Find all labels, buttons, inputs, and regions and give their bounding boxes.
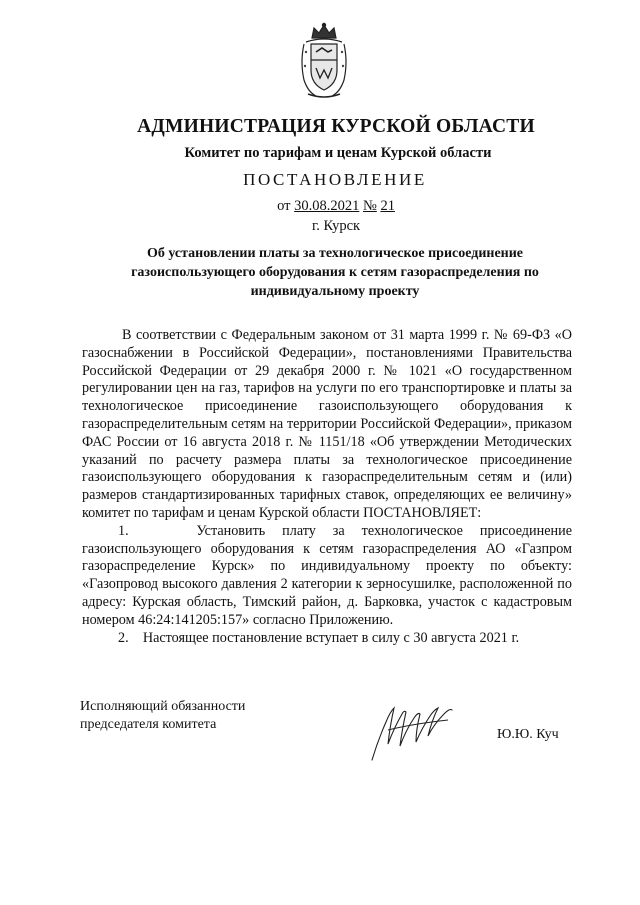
administration-title: АДМИНИСТРАЦИЯ КУРСКОЙ ОБЛАСТИ: [137, 116, 535, 137]
committee-title: Комитет по тарифам и ценам Курской области: [184, 145, 492, 161]
document-body: [82, 327, 572, 647]
signatory-position: [80, 698, 245, 734]
position-line: Исполняющий обязанности: [80, 699, 246, 714]
preamble-paragraph: В соответствии с Федеральным законом от 31 марта 1999 г. № 69-ФЗ «О газоснабжении в Российской Федерации», постановлениями Правительства Российской Федерации от 29 декабря 2000 г. № 1021 «О государственном регулировании цен на газ, тарифов на услуги по его транспортировке и платы за технологическое присоединение газоиспользующего оборудования к газораспределительным сетям на территории Российской Федерации», приказом ФАС России от 16 августа 2018 г. № 1151/18 «Об утверждении Методических указаний по расчету размера платы за технологическое присоединение газоиспользующего оборудования к газораспределительным сетям и (или) размеров стандартизированных тарифных ставок, определяющих ее величину» комитет по тарифам и ценам Курской области ПОСТАНОВЛЯЕТ:: [82, 327, 572, 521]
document-type: ПОСТАНОВЛЕНИЕ: [243, 170, 427, 189]
document-date-line: [0, 198, 640, 215]
clause-2: 2. Настоящее постановление вступает в силу с 30 августа 2021 г.: [118, 629, 520, 646]
subject-line: индивидуальному проекту: [250, 284, 420, 299]
clause-1: 1. Установить плату за технологическое присоединение газоиспользующего оборудования к сетям газораспределения АО «Газпром газораспределение Курск» по индивидуальному проекту по объекту: «Газопровод высокого давления 2 категории к зерносушилке, расположенной по адресу: Курская область, Тимский район, д. Барковка, участок с кадастровым номером 46:24:141205:157» согласно Приложению.: [82, 522, 572, 628]
number-prefix: №: [362, 198, 377, 214]
document-city: г. Курск: [311, 218, 361, 234]
document-date: 30.08.2021: [294, 198, 360, 214]
handwritten-signature-icon: [368, 700, 454, 764]
date-prefix: от: [277, 198, 291, 214]
coat-of-arms-icon: [298, 22, 350, 100]
signatory-name: Ю.Ю. Куч: [497, 727, 559, 742]
position-line: председателя комитета: [80, 717, 217, 732]
subject-line: газоиспользующего оборудования к сетям газораспределения по: [131, 265, 539, 280]
document-subject: [0, 244, 640, 301]
subject-line: Об установлении платы за технологическое присоединение: [146, 246, 524, 261]
document-number: 21: [380, 198, 395, 214]
